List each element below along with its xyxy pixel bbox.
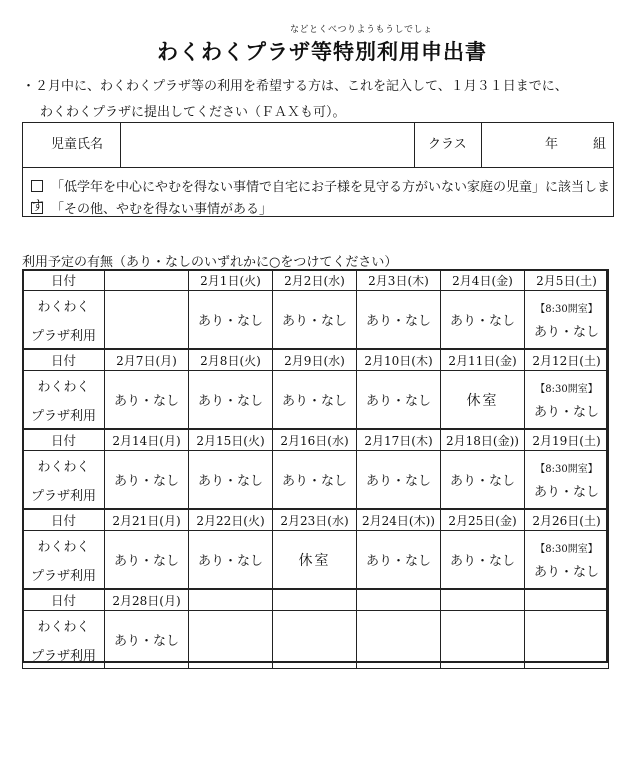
option-other-text: 「その他、やむを得ない事情がある」 [51,202,273,217]
date-label: 日付 [23,349,105,371]
usage-row [23,371,609,430]
date-row [23,270,609,291]
date-cell: 2月23日(水) [273,509,357,531]
date-label: 日付 [23,429,105,451]
title-ruby: などとくべつりようもうしでしょ [290,25,433,35]
date-cell: 2月11日(金) [441,349,525,371]
usage-choice[interactable]: あり・なし [189,451,273,510]
option-other[interactable] [31,198,272,217]
usage-choice[interactable]: あり・なし [105,611,189,669]
date-cell [525,589,609,611]
date-cell: 2月16日(水) [273,429,357,451]
date-cell: 2月28日(月) [105,589,189,611]
date-cell: 2月22日(火) [189,509,273,531]
date-row [23,429,609,451]
usage-choice[interactable]: 【8:30開室】 あり・なし [525,371,609,430]
checkbox-low-grade[interactable] [31,180,43,192]
date-cell [357,589,441,611]
saturday-open-note: 【8:30開室】 [535,463,598,475]
date-cell [441,589,525,611]
date-cell: 2月8日(火) [189,349,273,371]
date-cell: 2月1日(火) [189,270,273,291]
usage-choice[interactable]: あり・なし [441,451,525,510]
applicant-box [22,122,614,217]
usage-choice[interactable]: あり・なし [189,291,273,350]
date-cell: 2月12日(土) [525,349,609,371]
date-cell: 2月7日(月) [105,349,189,371]
date-cell [273,589,357,611]
schedule-heading: 利用予定の有無（あり・なしのいずれかに○をつけてください） [22,255,398,270]
saturday-open-note: 【8:30開室】 [535,383,598,395]
empty-cell [525,611,609,669]
usage-row [23,451,609,510]
date-cell: 2月5日(土) [525,270,609,291]
schedule-table [22,269,609,669]
usage-choice[interactable]: あり・なし [105,371,189,430]
date-cell: 2月3日(木) [357,270,441,291]
date-cell: 2月14日(月) [105,429,189,451]
date-cell: 2月24日(木)) [357,509,441,531]
usage-label: わくわく プラザ利用 [23,451,105,510]
usage-choice[interactable]: あり・なし [273,291,357,350]
usage-label: わくわく プラザ利用 [23,291,105,350]
usage-row [23,611,609,669]
usage-choice[interactable]: あり・なし [441,531,525,590]
usage-row [23,531,609,590]
usage-choice[interactable]: あり・なし [105,451,189,510]
saturday-open-note: 【8:30開室】 [535,543,598,555]
grade-label: 年 [545,137,559,152]
usage-choice[interactable]: あり・なし [357,371,441,430]
instructions [22,74,632,126]
empty-cell [189,611,273,669]
instruction-line-2: わくわくプラザに提出してください（ＦＡＸも可）。 [40,105,346,120]
usage-choice[interactable]: あり・なし [189,371,273,430]
usage-choice[interactable]: あり・なし [441,291,525,350]
usage-choice[interactable]: あり・なし [273,451,357,510]
date-cell: 2月19日(土) [525,429,609,451]
date-cell [105,270,189,291]
usage-choice[interactable]: あり・なし [105,531,189,590]
instruction-line-1: ・２月中に、わくわくプラザ等の利用を希望する方は、これを記入して、１月３１日までに、 [22,79,568,94]
empty-cell [105,291,189,350]
date-cell: 2月26日(土) [525,509,609,531]
date-cell: 2月4日(金) [441,270,525,291]
page-title: わくわくプラザ等特別利用申出書 [157,39,487,64]
empty-cell [357,611,441,669]
usage-choice[interactable]: あり・なし [273,371,357,430]
usage-choice[interactable]: あり・なし [357,291,441,350]
closed-cell: 休室 [273,531,357,590]
checkbox-other[interactable] [31,202,43,214]
usage-label: わくわく プラザ利用 [23,371,105,430]
name-class-row [23,123,613,168]
date-label: 日付 [23,270,105,291]
date-cell: 2月25日(金) [441,509,525,531]
date-row [23,509,609,531]
date-row [23,349,609,371]
date-cell: 2月9日(水) [273,349,357,371]
usage-choice[interactable]: あり・なし [357,531,441,590]
usage-choice[interactable]: あり・なし [189,531,273,590]
date-cell: 2月15日(火) [189,429,273,451]
usage-choice[interactable]: 【8:30開室】 あり・なし [525,531,609,590]
saturday-open-note: 【8:30開室】 [535,303,598,315]
usage-row [23,291,609,350]
date-cell [189,589,273,611]
date-cell: 2月21日(月) [105,509,189,531]
date-label: 日付 [23,589,105,611]
date-cell: 2月2日(水) [273,270,357,291]
option-low-grade-text: 「低学年を中心にやむを得ない事情で自宅にお子様を見守る方がいない家庭の児童」に該当します [31,180,611,214]
usage-choice[interactable]: 【8:30開室】 あり・なし [525,451,609,510]
group-label: 組 [593,137,607,152]
usage-choice[interactable]: 【8:30開室】 あり・なし [525,291,609,350]
name-input[interactable] [121,123,413,167]
date-cell: 2月10日(木) [357,349,441,371]
date-cell: 2月17日(木) [357,429,441,451]
empty-cell [273,611,357,669]
usage-label: わくわく プラザ利用 [23,611,105,669]
class-label: クラス [428,137,467,152]
date-label: 日付 [23,509,105,531]
empty-cell [441,611,525,669]
closed-cell: 休室 [441,371,525,430]
date-row [23,589,609,611]
usage-choice[interactable]: あり・なし [357,451,441,510]
name-label: 児童氏名 [51,137,104,152]
date-cell: 2月18日(金)) [441,429,525,451]
usage-label: わくわく プラザ利用 [23,531,105,590]
